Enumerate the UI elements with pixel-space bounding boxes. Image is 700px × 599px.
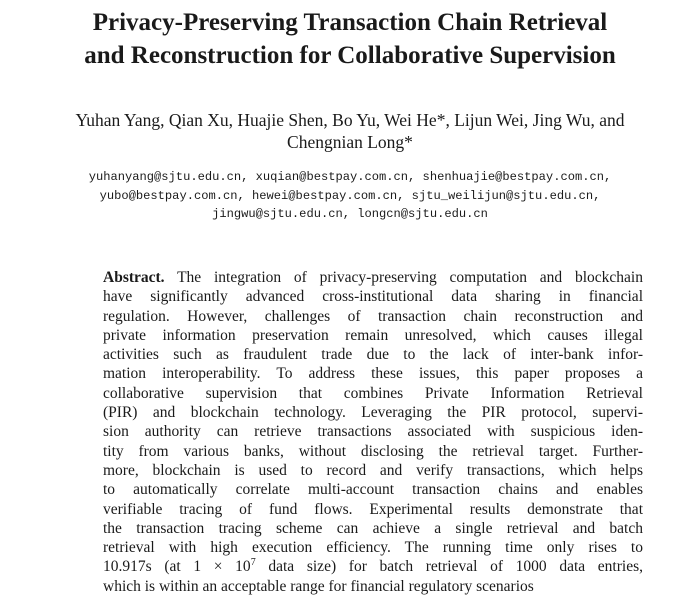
- abstract-line: tity from various banks, without disclosing the retrieval target. Further-: [103, 442, 643, 460]
- abstract-line-text: 10.917s (at 1 × 10: [103, 558, 251, 576]
- abstract-line: activities such as fraudulent trade due to the lack of inter-bank infor-: [103, 346, 643, 364]
- email-line: yubo@bestpay.com.cn, hewei@bestpay.com.cn, sjtu_weilijun@sjtu.edu.cn,: [99, 188, 601, 203]
- abstract-line: which is within an acceptable range for financial regulatory scenarios: [103, 577, 534, 595]
- abstract-line: [103, 268, 643, 287]
- paper-title: [0, 6, 700, 72]
- abstract-label: Abstract.: [103, 269, 165, 286]
- abstract: [103, 268, 643, 596]
- email-line: jingwu@sjtu.edu.cn, longcn@sjtu.edu.cn: [212, 207, 488, 221]
- author-line: Chengnian Long*: [287, 132, 413, 152]
- abstract-line: retrieval with high execution efficiency. The running time only rises to: [103, 539, 643, 557]
- superscript-exponent: 7: [250, 557, 256, 569]
- abstract-line-text: The integration of privacy-preserving computation and blockchain: [164, 269, 643, 286]
- email-line: yuhanyang@sjtu.edu.cn, xuqian@bestpay.com.cn, shenhuajie@bestpay.com.cn,: [88, 170, 612, 184]
- abstract-line-text: data size) for batch retrieval of 1000 data entries,: [255, 558, 643, 576]
- abstract-line: sion authority can retrieve transactions associated with suspicious iden-: [103, 423, 643, 441]
- abstract-line: more, blockchain is used to record and verify transactions, which helps: [103, 461, 643, 479]
- abstract-line: have significantly advanced cross-institutional data sharing in financial: [103, 288, 643, 306]
- author-list: [0, 109, 700, 153]
- abstract-line: (PIR) and blockchain technology. Leveraging the PIR protocol, supervi-: [103, 404, 643, 422]
- abstract-line: [103, 557, 643, 576]
- abstract-line: collaborative supervision that combines Private Information Retrieval: [103, 384, 643, 402]
- email-list: [0, 168, 700, 224]
- abstract-line: verifiable tracing of fund flows. Experimental results demonstrate that: [103, 500, 643, 518]
- paper-title-line: and Reconstruction for Collaborative Supervision: [84, 42, 616, 69]
- abstract-line: private information preservation remain unresolved, which causes illegal: [103, 326, 643, 344]
- abstract-line: to automatically correlate multi-account transaction chains and enables: [103, 481, 643, 499]
- abstract-line: mation interoperability. To address these issues, this paper proposes a: [103, 365, 643, 383]
- author-line: Yuhan Yang, Qian Xu, Huajie Shen, Bo Yu, Wei He*, Lijun Wei, Jing Wu, and: [75, 110, 625, 130]
- abstract-line: the transaction tracing scheme can achieve a single retrieval and batch: [103, 519, 643, 537]
- abstract-line: regulation. However, challenges of transaction chain reconstruction and: [103, 307, 643, 325]
- paper-title-line: Privacy-Preserving Transaction Chain Retrieval: [92, 9, 608, 36]
